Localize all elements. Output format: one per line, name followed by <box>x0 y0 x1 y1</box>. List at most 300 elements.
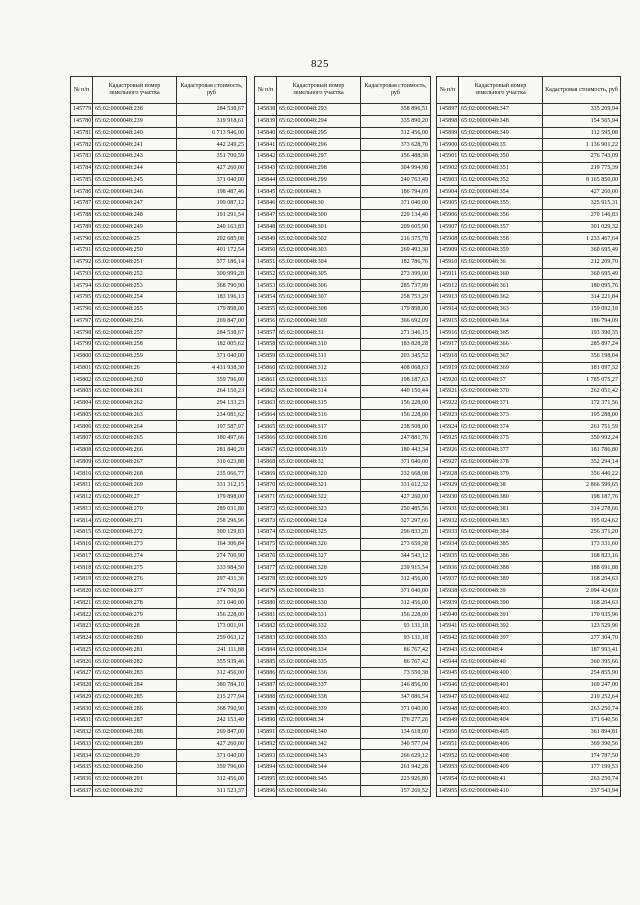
table-row <box>437 315 621 327</box>
cadastral-value: 240 763,49 <box>361 174 431 186</box>
cadastral-value: 269 493,30 <box>361 245 431 257</box>
table-row <box>255 374 431 386</box>
table-row <box>71 209 247 221</box>
row-number: 145786 <box>71 186 93 198</box>
cadastral-number: 65:02:0000048:261 <box>93 386 177 398</box>
table-row <box>255 773 431 785</box>
table-row <box>255 104 431 116</box>
table-row <box>255 292 431 304</box>
cadastral-value: 247 881,76 <box>361 433 431 445</box>
row-number: 145954 <box>437 773 459 785</box>
row-number: 145800 <box>71 350 93 362</box>
cadastral-value: 270 146,83 <box>543 209 621 221</box>
cadastral-number: 65:02:0000048:365 <box>459 327 543 339</box>
cadastral-number: 65:02:0000048:255 <box>93 303 177 315</box>
row-number: 145897 <box>437 104 459 116</box>
cadastral-value: 179 898,00 <box>177 303 247 315</box>
cadastral-value: 210 252,64 <box>543 691 621 703</box>
cadastral-value: 359 796,00 <box>177 762 247 774</box>
cadastral-number: 65:02:0000048:268 <box>93 468 177 480</box>
cadastral-number: 65:02:0000048:241 <box>93 139 177 151</box>
table-row <box>255 538 431 550</box>
cadastral-value: 355 939,46 <box>177 656 247 668</box>
cadastral-value: 181 786,80 <box>543 444 621 456</box>
row-number: 145884 <box>255 644 277 656</box>
cadastral-number: 65:02:0000048:343 <box>277 750 361 762</box>
cadastral-number: 65:02:0000048:285 <box>93 691 177 703</box>
cadastral-number: 65:02:0000048:283 <box>93 668 177 680</box>
cadastral-value: 1 136 901,22 <box>543 139 621 151</box>
row-number: 145908 <box>437 233 459 245</box>
table-row <box>255 621 431 633</box>
cadastral-value: 371 040,00 <box>361 198 431 210</box>
cadastral-number: 65:02:0000048:327 <box>277 550 361 562</box>
table-row <box>437 621 621 633</box>
table-row <box>437 162 621 174</box>
row-number: 145912 <box>437 280 459 292</box>
cadastral-number: 65:02:0000048:400 <box>459 668 543 680</box>
cadastral-value: 360 695,49 <box>543 268 621 280</box>
table-row <box>255 444 431 456</box>
row-number: 145899 <box>437 127 459 139</box>
table-row <box>255 186 431 198</box>
row-number: 145918 <box>437 350 459 362</box>
table-row <box>255 632 431 644</box>
row-number: 145856 <box>255 315 277 327</box>
cadastral-number: 65:02:0000048:250 <box>93 245 177 257</box>
cadastral-number: 65:02:0000048:280 <box>93 632 177 644</box>
cadastral-number: 65:02:0000048:274 <box>93 550 177 562</box>
cadastral-number: 65:02:0000048:336 <box>277 668 361 680</box>
row-number: 145949 <box>437 715 459 727</box>
row-number: 145952 <box>437 750 459 762</box>
cadastral-number: 65:02:0000048:360 <box>459 268 543 280</box>
table-row <box>71 480 247 492</box>
row-number: 145787 <box>71 198 93 210</box>
cadastral-value: 296 833,20 <box>361 527 431 539</box>
cadastral-value: 4 431 938,30 <box>177 362 247 374</box>
row-number: 145895 <box>255 773 277 785</box>
row-number: 145865 <box>255 421 277 433</box>
cadastral-number: 65:02:0000048:405 <box>459 726 543 738</box>
cadastral-number: 65:02:0000048:287 <box>93 715 177 727</box>
row-number: 145795 <box>71 292 93 304</box>
table-row <box>71 726 247 738</box>
cadastral-value: 203 345,52 <box>361 350 431 362</box>
cadastral-value: 156 228,00 <box>361 609 431 621</box>
row-number: 145860 <box>255 362 277 374</box>
cadastral-value: 172 371,56 <box>543 397 621 409</box>
cadastral-value: 242 153,40 <box>177 715 247 727</box>
cadastral-value: 312 456,00 <box>177 773 247 785</box>
row-number: 145921 <box>437 386 459 398</box>
cadastral-number: 65:02:0000048:249 <box>93 221 177 233</box>
table-row <box>255 209 431 221</box>
cadastral-number: 65:02:0000048:298 <box>277 162 361 174</box>
row-number: 145799 <box>71 339 93 351</box>
table-row <box>437 656 621 668</box>
cadastral-value: 261 942,28 <box>361 762 431 774</box>
row-number: 145948 <box>437 703 459 715</box>
cadastral-number: 65:02:0000048:333 <box>277 632 361 644</box>
row-number: 145879 <box>255 585 277 597</box>
cadastral-number: 65:02:0000048:404 <box>459 715 543 727</box>
cadastral-value: 274 700,90 <box>177 585 247 597</box>
table-row <box>255 550 431 562</box>
table-row <box>437 515 621 527</box>
row-number: 145877 <box>255 562 277 574</box>
cadastral-value: 195 288,00 <box>543 409 621 421</box>
cadastral-value: 219 775,39 <box>543 162 621 174</box>
table-row <box>71 327 247 339</box>
cadastral-value: 169 247,00 <box>543 679 621 691</box>
table-row <box>437 221 621 233</box>
cadastral-table-3 <box>436 76 621 797</box>
cadastral-value: 269 847,00 <box>177 726 247 738</box>
table-row <box>71 527 247 539</box>
cadastral-number: 65:02:0000048:361 <box>459 280 543 292</box>
cadastral-value: 344 543,12 <box>361 550 431 562</box>
cadastral-number: 65:02:0000048:322 <box>277 491 361 503</box>
row-number: 145913 <box>437 292 459 304</box>
table-row <box>255 268 431 280</box>
cadastral-number: 65:02:0000048:380 <box>459 491 543 503</box>
table-row <box>71 609 247 621</box>
cadastral-number: 65:02:0000048:243 <box>93 151 177 163</box>
row-number: 145896 <box>255 785 277 797</box>
row-number: 145917 <box>437 339 459 351</box>
table-row <box>255 421 431 433</box>
cadastral-value: 289 031,80 <box>177 503 247 515</box>
cadastral-number: 65:02:0000048:275 <box>93 562 177 574</box>
cadastral-number: 65:02:0000048:377 <box>459 444 543 456</box>
cadastral-number: 65:02:0000048:289 <box>93 738 177 750</box>
cadastral-value: 254 855,90 <box>543 668 621 680</box>
row-number: 145826 <box>71 656 93 668</box>
cadastral-number: 65:02:0000048:321 <box>277 480 361 492</box>
table-row <box>71 421 247 433</box>
cadastral-value: 157 269,52 <box>361 785 431 797</box>
row-number: 145811 <box>71 480 93 492</box>
cadastral-value: 333 984,50 <box>177 562 247 574</box>
row-number: 145833 <box>71 738 93 750</box>
table-row <box>71 468 247 480</box>
cadastral-number: 65:02:0000048:253 <box>93 280 177 292</box>
table-row <box>71 656 247 668</box>
cadastral-number: 65:02:0000048:383 <box>459 515 543 527</box>
table-row <box>255 433 431 445</box>
cadastral-value: 181 097,32 <box>543 362 621 374</box>
cadastral-number: 65:02:0000048:309 <box>277 315 361 327</box>
row-number: 145843 <box>255 162 277 174</box>
cadastral-value: 281 840,20 <box>177 444 247 456</box>
cadastral-number: 65:02:0000048:366 <box>459 339 543 351</box>
table-row <box>255 691 431 703</box>
row-number: 145881 <box>255 609 277 621</box>
cadastral-number: 65:02:0000048:279 <box>93 609 177 621</box>
cadastral-number: 65:02:0000048:282 <box>93 656 177 668</box>
table-row <box>255 527 431 539</box>
table-row <box>255 280 431 292</box>
cadastral-number: 65:02:0000048:364 <box>459 315 543 327</box>
table-row <box>255 491 431 503</box>
table-row <box>71 750 247 762</box>
cadastral-value: 174 787,50 <box>543 750 621 762</box>
header-cadastral-value: Кадастровая стоимость, руб <box>361 77 431 104</box>
table-row <box>71 280 247 292</box>
table-row <box>71 691 247 703</box>
row-number: 145922 <box>437 397 459 409</box>
row-number: 145888 <box>255 691 277 703</box>
cadastral-number: 65:02:0000048:41 <box>459 773 543 785</box>
row-number: 145864 <box>255 409 277 421</box>
cadastral-number: 65:02:0000048:331 <box>277 609 361 621</box>
table-row <box>255 233 431 245</box>
cadastral-value: 112 595,08 <box>543 127 621 139</box>
cadastral-number: 65:02:0000048:397 <box>459 632 543 644</box>
table-row <box>255 174 431 186</box>
cadastral-value: 371 040,00 <box>177 350 247 362</box>
table-row <box>255 221 431 233</box>
cadastral-number: 65:02:0000048:272 <box>93 527 177 539</box>
row-number: 145838 <box>255 104 277 116</box>
row-number: 145851 <box>255 256 277 268</box>
row-number: 145848 <box>255 221 277 233</box>
table-row <box>437 750 621 762</box>
table-row <box>437 609 621 621</box>
cadastral-number: 65:02:0000048:350 <box>459 151 543 163</box>
cadastral-number: 65:02:0000048:295 <box>277 127 361 139</box>
row-number: 145868 <box>255 456 277 468</box>
row-number: 145861 <box>255 374 277 386</box>
table-row <box>437 104 621 116</box>
cadastral-value: 73 550,38 <box>361 668 431 680</box>
table-row <box>437 703 621 715</box>
row-number: 145850 <box>255 245 277 257</box>
header-cadastral-value: Кадастровая стоимость, руб <box>177 77 247 104</box>
table-row <box>437 268 621 280</box>
cadastral-value: 179 898,00 <box>361 303 431 315</box>
cadastral-number: 65:02:0000048:33 <box>277 585 361 597</box>
table-row <box>71 186 247 198</box>
cadastral-value: 156 228,00 <box>361 409 431 421</box>
table-row <box>437 386 621 398</box>
row-number: 145938 <box>437 585 459 597</box>
table-row <box>437 538 621 550</box>
row-number: 145887 <box>255 679 277 691</box>
row-number: 145893 <box>255 750 277 762</box>
row-number: 145901 <box>437 151 459 163</box>
table-row <box>71 115 247 127</box>
cadastral-number: 65:02:0000048:4 <box>459 644 543 656</box>
row-number: 145903 <box>437 174 459 186</box>
cadastral-number: 65:02:0000048:344 <box>277 762 361 774</box>
cadastral-value: 274 700,90 <box>177 550 247 562</box>
cadastral-value: 195 024,62 <box>543 515 621 527</box>
row-number: 145880 <box>255 597 277 609</box>
cadastral-value: 186 794,09 <box>543 315 621 327</box>
table-row <box>437 350 621 362</box>
cadastral-value: 123 529,96 <box>543 621 621 633</box>
row-number: 145840 <box>255 127 277 139</box>
cadastral-value: 197 587,97 <box>177 421 247 433</box>
table-row <box>255 327 431 339</box>
row-number: 145931 <box>437 503 459 515</box>
table-row <box>255 785 431 797</box>
cadastral-value: 258 753,29 <box>361 292 431 304</box>
table-row <box>255 127 431 139</box>
cadastral-value: 229 134,40 <box>361 209 431 221</box>
cadastral-number: 65:02:0000048:303 <box>277 245 361 257</box>
cadastral-number: 65:02:0000048:28 <box>93 621 177 633</box>
table-row <box>437 209 621 221</box>
table-row <box>437 468 621 480</box>
cadastral-number: 65:02:0000048:337 <box>277 679 361 691</box>
row-number: 145821 <box>71 597 93 609</box>
table-row <box>437 339 621 351</box>
header-cadastral-number: Кадастровый номер земельного участка <box>93 77 177 104</box>
cadastral-number: 65:02:0000048:300 <box>277 209 361 221</box>
row-number: 145933 <box>437 527 459 539</box>
table-row <box>71 221 247 233</box>
cadastral-number: 65:02:0000048:355 <box>459 198 543 210</box>
cadastral-value: 259 063,12 <box>177 632 247 644</box>
table-row <box>255 480 431 492</box>
row-number: 145818 <box>71 562 93 574</box>
cadastral-number: 65:02:0000048:363 <box>459 303 543 315</box>
row-number: 145882 <box>255 621 277 633</box>
row-number: 145876 <box>255 550 277 562</box>
cadastral-value: 368 790,90 <box>177 280 247 292</box>
row-number: 145803 <box>71 386 93 398</box>
cadastral-number: 65:02:0000048:26 <box>93 362 177 374</box>
cadastral-number: 65:02:0000048:324 <box>277 515 361 527</box>
cadastral-value: 168 204,63 <box>543 574 621 586</box>
table-row <box>255 715 431 727</box>
cadastral-number: 65:02:0000048:291 <box>93 773 177 785</box>
cadastral-number: 65:02:0000048:310 <box>277 339 361 351</box>
row-number: 145904 <box>437 186 459 198</box>
row-number: 145923 <box>437 409 459 421</box>
header-no: № п/п <box>437 77 459 104</box>
table-row <box>437 174 621 186</box>
cadastral-number: 65:02:0000048:40 <box>459 656 543 668</box>
row-number: 145841 <box>255 139 277 151</box>
row-number: 145859 <box>255 350 277 362</box>
cadastral-value: 173 001,91 <box>177 621 247 633</box>
cadastral-number: 65:02:0000048:308 <box>277 303 361 315</box>
cadastral-number: 65:02:0000048:317 <box>277 421 361 433</box>
cadastral-value: 182 005,62 <box>177 339 247 351</box>
table-row <box>71 292 247 304</box>
cadastral-value: 86 767,42 <box>361 656 431 668</box>
row-number: 145929 <box>437 480 459 492</box>
row-number: 145805 <box>71 409 93 421</box>
row-number: 145855 <box>255 303 277 315</box>
table-row <box>71 679 247 691</box>
cadastral-value: 373 628,70 <box>361 139 431 151</box>
cadastral-number: 65:02:0000048:367 <box>459 350 543 362</box>
cadastral-number: 65:02:0000048:240 <box>93 127 177 139</box>
cadastral-number: 65:02:0000048:319 <box>277 444 361 456</box>
row-number: 145866 <box>255 433 277 445</box>
cadastral-value: 215 277,94 <box>177 691 247 703</box>
table-row <box>437 374 621 386</box>
table-row <box>71 773 247 785</box>
row-number: 145835 <box>71 762 93 774</box>
cadastral-number: 65:02:0000048:270 <box>93 503 177 515</box>
table-row <box>437 127 621 139</box>
row-number: 145886 <box>255 668 277 680</box>
cadastral-number: 65:02:0000048:271 <box>93 515 177 527</box>
row-number: 145783 <box>71 151 93 163</box>
cadastral-value: 327 297,66 <box>361 515 431 527</box>
cadastral-value: 1 785 075,27 <box>543 374 621 386</box>
cadastral-number: 65:02:0000048:39 <box>459 585 543 597</box>
row-number: 145846 <box>255 198 277 210</box>
table-row <box>71 256 247 268</box>
table-row <box>71 268 247 280</box>
table-row <box>71 409 247 421</box>
cadastral-value: 186 794,09 <box>361 186 431 198</box>
cadastral-number: 65:02:0000048:307 <box>277 292 361 304</box>
cadastral-value: 187 993,41 <box>543 644 621 656</box>
table-row <box>437 115 621 127</box>
row-number: 145819 <box>71 574 93 586</box>
row-number: 145780 <box>71 115 93 127</box>
cadastral-number: 65:02:0000048:318 <box>277 433 361 445</box>
cadastral-number: 65:02:0000048:286 <box>93 703 177 715</box>
cadastral-number: 65:02:0000048:264 <box>93 421 177 433</box>
row-number: 145807 <box>71 433 93 445</box>
cadastral-number: 65:02:0000048:323 <box>277 503 361 515</box>
row-number: 145928 <box>437 468 459 480</box>
cadastral-number: 65:02:0000048:384 <box>459 527 543 539</box>
row-number: 145812 <box>71 491 93 503</box>
table-row <box>71 444 247 456</box>
cadastral-value: 258 296,96 <box>177 515 247 527</box>
table-row <box>437 256 621 268</box>
cadastral-number: 65:02:0000048:257 <box>93 327 177 339</box>
row-number: 145845 <box>255 186 277 198</box>
table-row <box>255 386 431 398</box>
cadastral-value: 312 456,00 <box>361 597 431 609</box>
table-row <box>437 327 621 339</box>
table-row <box>255 668 431 680</box>
cadastral-number: 65:02:0000048:301 <box>277 221 361 233</box>
cadastral-number: 65:02:0000048:340 <box>277 726 361 738</box>
table-row <box>255 515 431 527</box>
row-number: 145870 <box>255 480 277 492</box>
cadastral-number: 65:02:0000048:370 <box>459 386 543 398</box>
table-row <box>437 456 621 468</box>
cadastral-value: 356 440,22 <box>543 468 621 480</box>
row-number: 145946 <box>437 679 459 691</box>
header-cadastral-number: Кадастровый номер земельного участка <box>459 77 543 104</box>
table-row <box>255 256 431 268</box>
table-row <box>437 444 621 456</box>
row-number: 145906 <box>437 209 459 221</box>
row-number: 145782 <box>71 139 93 151</box>
row-number: 145941 <box>437 621 459 633</box>
cadastral-number: 65:02:0000048:276 <box>93 574 177 586</box>
row-number: 145852 <box>255 268 277 280</box>
table-header-row <box>71 77 247 104</box>
row-number: 145857 <box>255 327 277 339</box>
table-row <box>255 468 431 480</box>
table-row <box>255 409 431 421</box>
cadastral-value: 173 331,60 <box>543 538 621 550</box>
